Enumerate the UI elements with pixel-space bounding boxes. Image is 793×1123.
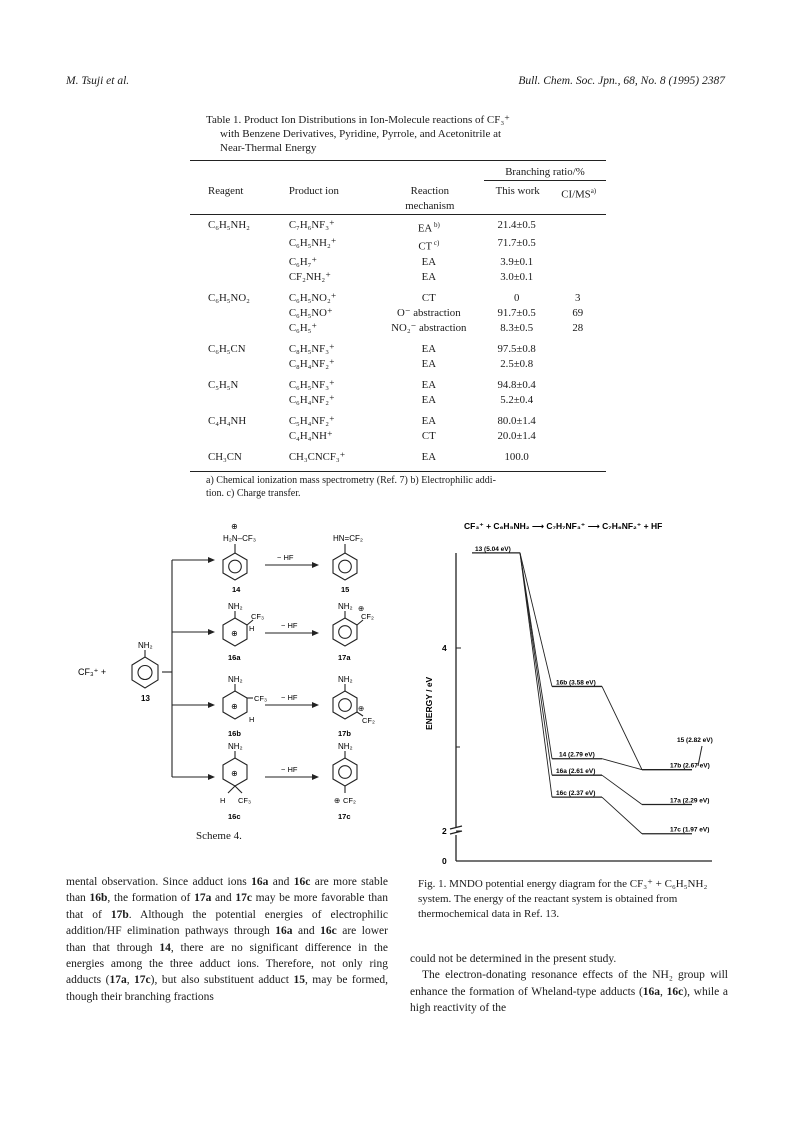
y-tick-label: 0 <box>442 856 447 866</box>
hf-elimination-label: − HF <box>281 765 298 774</box>
paragraph <box>410 967 728 1016</box>
level-energy: (2.37 eV) <box>568 790 596 798</box>
compound-ref: 17b <box>110 908 129 921</box>
text-run: . Although the potential energies of electrophilic addition/HF elimination pathways through <box>66 908 388 938</box>
text-run: and <box>268 876 294 888</box>
col-header-reagent: Reagent <box>208 184 244 197</box>
cell-reagent: C₅H₅N <box>208 378 239 391</box>
reactant-nh2-label: NH₂ <box>138 641 153 650</box>
cell-cims <box>551 270 606 285</box>
cell-product: C₆H₄NF₂⁺ <box>288 393 335 406</box>
scheme-4-diagram <box>60 515 400 845</box>
branching-ratio-header: Branching ratio/% <box>484 161 606 181</box>
hydrogen-label: H <box>249 715 255 724</box>
col-header-mechanism-line: mechanism <box>405 199 455 212</box>
cell-mechanism: EA <box>421 357 437 370</box>
connector-16b-17b <box>602 686 642 769</box>
ring-plus-mark: ⊕ <box>231 629 238 638</box>
arrowhead <box>208 557 215 563</box>
substituent-label: CF₃ <box>238 796 252 805</box>
compound-ref: 16b <box>89 892 108 905</box>
arrowhead <box>208 702 215 708</box>
bond-line <box>235 786 242 793</box>
col-header-this-work: This work <box>495 185 540 197</box>
plus-charge-mark: ⊕ <box>358 704 365 713</box>
cell-product: C₈H₅NF₃⁺ <box>288 342 335 355</box>
hf-elimination-label: − HF <box>281 693 298 702</box>
aromatic-circle <box>339 560 352 573</box>
benzene-ring-15 <box>333 553 357 580</box>
cell-reagent <box>190 429 277 444</box>
plus-charge-mark: ⊕ <box>358 604 365 613</box>
cell-product: C₆H₅NO₂⁺ <box>288 291 337 304</box>
compound-ref: 16c <box>320 925 337 938</box>
cell-product: C₆H₇⁺ <box>288 255 318 268</box>
table-row <box>190 372 606 393</box>
level-label-15 <box>677 737 713 744</box>
level-name: 17a <box>670 797 683 805</box>
cell-reagent: CH₃CN <box>208 450 242 463</box>
cell-cims <box>551 236 606 255</box>
substituent-label: NH₂ <box>228 602 243 611</box>
benzene-ring-14 <box>223 553 247 580</box>
table-caption-line: Table 1. Product Ion Distributions in Ion-Molecule reactions of CF₃⁺ <box>206 114 510 126</box>
level-energy: (1.97 eV) <box>682 826 710 834</box>
col-header-cims <box>551 181 606 215</box>
compound-id-17c: 17c <box>338 812 351 821</box>
level-label-16b <box>556 679 596 686</box>
arrowhead <box>312 774 319 780</box>
table-row <box>190 393 606 408</box>
table-row <box>190 321 606 336</box>
cell-reagent <box>190 236 277 255</box>
connector-16a-17a <box>602 775 642 804</box>
substituent-label: CF₂ <box>343 796 356 805</box>
compound-ref: 17a <box>109 974 127 987</box>
arrowhead <box>312 702 319 708</box>
compound-ref: 17c <box>134 974 151 987</box>
table-row <box>190 444 606 472</box>
table-row <box>190 255 606 270</box>
cell-this-work: 97.5±0.8 <box>497 342 536 355</box>
col-header-mechanism <box>376 181 484 215</box>
text-run: mental observation. Since adduct ions <box>66 876 252 888</box>
level-label-13 <box>475 546 511 553</box>
connector-13-16c <box>520 553 552 797</box>
table-footnote-line: tion. c) Charge transfer. <box>206 488 301 499</box>
text-run: are more stable than <box>66 876 388 905</box>
aromatic-circle <box>229 560 242 573</box>
cell-reagent <box>190 393 277 408</box>
text-run: , there are no significant difference in the energies among the three adduct ions. Therefore, not only ring adducts ( <box>66 941 388 987</box>
cell-mechanism: EA <box>421 342 437 355</box>
paragraph: could not be determined in the present study. <box>410 953 617 965</box>
col-header-product: Product ion <box>288 184 339 197</box>
table-row <box>190 285 606 306</box>
ring-plus-mark: ⊕ <box>231 769 238 778</box>
level-energy: (2.61 eV) <box>568 768 596 776</box>
product-ion-table <box>190 160 606 472</box>
bond-line <box>228 786 235 793</box>
level-energy: (2.67 eV) <box>683 762 710 770</box>
cell-mechanism: EA <box>421 393 437 406</box>
level-name: 14 <box>559 751 569 759</box>
cell-cims: 3 <box>575 291 581 304</box>
cell-cims <box>551 372 606 393</box>
cell-mechanism: NO₂⁻ abstraction <box>391 321 467 334</box>
level-name: 16b <box>556 679 570 687</box>
compound-ref: 15 <box>293 974 305 987</box>
benzene-ring-17a <box>333 618 357 646</box>
table-caption <box>206 113 606 155</box>
compound-ref: 16c <box>293 876 311 888</box>
substituent-label: NH₂ <box>228 675 243 684</box>
level-label-16a <box>556 768 595 775</box>
level-label-16c <box>556 790 595 797</box>
cell-cims <box>551 408 606 429</box>
cell-mechanism: EA <box>421 255 437 268</box>
hf-elimination-label: − HF <box>281 621 298 630</box>
cell-cims <box>551 255 606 270</box>
level-label-17b <box>670 763 710 770</box>
level-name: 17c <box>670 826 683 834</box>
compound-id-16c: 16c <box>228 812 241 821</box>
axis-break-mark <box>450 826 462 834</box>
text-run: are lower than that through <box>66 925 388 954</box>
cell-reagent <box>190 306 277 321</box>
substituent-label: H₂N–CF₃ <box>223 534 257 543</box>
cell-reagent: C₆H₅NO₂ <box>208 291 250 304</box>
table-row <box>190 236 606 255</box>
text-run: may be more favorable than that of <box>66 892 388 921</box>
table-row <box>190 306 606 321</box>
y-tick-label: 2 <box>442 826 447 836</box>
cell-cims <box>551 444 606 472</box>
cell-reagent <box>190 357 277 372</box>
cell-reagent: C₆H₅CN <box>208 342 246 355</box>
level-energy: (5.04 eV) <box>484 545 511 553</box>
table-row <box>190 270 606 285</box>
col-header-mechanism-line: Reaction <box>410 184 449 197</box>
arrowhead <box>312 630 319 636</box>
table-footnote <box>206 474 606 500</box>
substituent-label: NH₂ <box>338 675 353 684</box>
text-run: ), but also substituent adduct <box>150 974 294 987</box>
cell-this-work: 20.0±1.4 <box>497 429 536 442</box>
ring-plus-mark: ⊕ <box>231 702 238 711</box>
cell-product: CH₃CNCF₃⁺ <box>288 450 346 463</box>
level-name: 16a <box>556 768 569 776</box>
connector-16c-17c <box>602 797 642 834</box>
table-footnote-line: a) Chemical ionization mass spectrometry (Ref. 7) b) Electrophilic addi- <box>206 475 496 486</box>
cell-reagent <box>190 270 277 285</box>
table-row <box>190 214 606 236</box>
cell-product: C₆H₅NF₃⁺ <box>288 378 335 391</box>
hydrogen-label: H <box>220 796 226 805</box>
running-header-journal: Bull. Chem. Soc. Jpn., 68, No. 8 (1995) 2387 <box>518 75 725 87</box>
compound-id-17b: 17b <box>338 729 351 738</box>
compound-id-16b: 16b <box>228 729 241 738</box>
table-body <box>190 214 606 471</box>
cell-product: C₆H₅NH₂⁺ <box>288 237 337 250</box>
cell-mechanism: EA <box>421 270 437 283</box>
cell-mechanism: EA $^{b)}$ <box>417 220 440 235</box>
level-energy: (3.58 eV) <box>569 679 596 687</box>
cell-cims <box>551 429 606 444</box>
energy-levels <box>472 546 713 834</box>
aromatic-circle <box>339 699 352 712</box>
y-tick-label: 4 <box>442 643 447 653</box>
substituent-label: CF₃ <box>251 612 265 621</box>
text-run: , <box>660 985 667 998</box>
aromatic-circle <box>339 626 352 639</box>
energy-diagram <box>412 515 722 870</box>
cell-reagent <box>190 321 277 336</box>
cell-this-work: 5.2±0.4 <box>500 393 534 406</box>
cell-this-work: 2.5±0.8 <box>500 357 534 370</box>
level-name: 13 <box>475 545 485 553</box>
level-label-14 <box>559 752 595 759</box>
col-header-cims-note: a) <box>590 187 597 195</box>
substituent-label: CF₃ <box>254 694 268 703</box>
level-energy: (2.29 eV) <box>682 797 710 805</box>
substituent-label: CF₂ <box>362 716 375 725</box>
body-text-left-column <box>66 874 388 1005</box>
compound-ref: 17a <box>194 892 212 905</box>
text-run: , the formation of <box>107 892 195 905</box>
level-name: 16c <box>556 790 569 798</box>
cell-this-work: 8.3±0.5 <box>500 321 534 334</box>
cell-cims <box>551 357 606 372</box>
substituent-label: NH₂ <box>338 602 353 611</box>
level-energy: (2.79 eV) <box>568 751 595 759</box>
table-row <box>190 408 606 429</box>
cell-this-work: 3.9±0.1 <box>500 255 534 268</box>
cell-this-work: 0 <box>513 291 520 304</box>
text-run: , <box>126 974 135 987</box>
arrowhead <box>208 774 215 780</box>
compound-id-16a: 16a <box>228 653 241 662</box>
cell-mechanism: EA <box>421 378 437 391</box>
aromatic-circle <box>138 666 152 680</box>
footnote-mark: c) <box>432 239 440 248</box>
table-row <box>190 429 606 444</box>
compound-ref: 14 <box>159 941 171 954</box>
cell-this-work: 71.7±0.5 <box>497 237 536 250</box>
cell-this-work: 80.0±1.4 <box>497 414 536 427</box>
y-axis-label: ENERGY / eV <box>424 676 434 730</box>
substituent-label: NH₂ <box>228 742 243 751</box>
benzene-ring-13 <box>132 657 158 688</box>
hydrogen-label: H <box>249 624 255 633</box>
compound-ref: 17c <box>235 892 252 905</box>
text-run: ), while a high reactivity of the <box>410 985 729 1015</box>
cell-product: C₈H₄NF₂⁺ <box>288 357 335 370</box>
cell-reagent: C₄H₄NH <box>208 414 247 427</box>
scheme-caption: Scheme 4. <box>196 830 242 842</box>
plus-charge-mark: ⊕ <box>334 796 341 805</box>
cell-cims <box>551 393 606 408</box>
cell-this-work: 100.0 <box>504 450 529 463</box>
cell-product: CF₂NH₂⁺ <box>288 270 331 283</box>
level-name: 17b <box>670 762 684 770</box>
compound-id-14: 14 <box>232 585 241 594</box>
cell-product: C₅H₄NF₂⁺ <box>288 414 335 427</box>
benzene-ring-17c <box>333 758 357 786</box>
table-caption-line: Near-Thermal Energy <box>220 142 317 154</box>
cell-product: C₆H₅NO⁺ <box>288 306 333 319</box>
compound-id-13: 13 <box>141 694 150 703</box>
cell-product: C₄H₄NH⁺ <box>288 429 333 442</box>
cell-product: C₇H₆NF₃⁺ <box>288 218 335 231</box>
arrowhead <box>312 562 319 568</box>
reaction-equation: CF₃⁺ + C₆H₅NH₂ ⟶ C₇H₇NF₃⁺ ⟶ C₇H₆NF₂⁺ + HF <box>464 521 663 531</box>
cell-cims: 28 <box>572 321 584 334</box>
cell-this-work: 3.0±0.1 <box>500 270 534 283</box>
compound-ref: 16c <box>666 985 684 998</box>
compound-id-15: 15 <box>341 585 350 594</box>
text-run: and <box>211 892 236 905</box>
level-label-17a <box>670 797 709 804</box>
hf-elimination-label: − HF <box>277 553 294 562</box>
table-row <box>190 357 606 372</box>
level-label-17c <box>670 827 709 834</box>
body-text-right-column <box>410 951 728 1017</box>
plus-charge-mark: ⊕ <box>231 522 238 531</box>
cell-reagent <box>190 255 277 270</box>
aromatic-circle <box>339 766 352 779</box>
substituent-label: NH₂ <box>338 742 353 751</box>
cell-mechanism: CT $^{c)}$ <box>418 239 440 253</box>
substituent-label: CF₂ <box>361 612 374 621</box>
compound-ref: 16a <box>275 925 293 938</box>
level-name: 15 <box>677 736 687 744</box>
cell-product: C₆H₅⁺ <box>288 321 318 334</box>
cell-mechanism: EA <box>421 450 437 463</box>
cell-this-work: 94.8±0.4 <box>497 378 536 391</box>
benzene-ring-17b <box>333 691 357 719</box>
arrowhead <box>208 629 215 635</box>
cell-cims <box>551 336 606 357</box>
figure-caption: Fig. 1. MNDO potential energy diagram for the CF₃⁺ + C₆H₅NH₂ system. The energy of the reactant system is obtained from thermochemical data in Ref. 13. <box>418 878 708 920</box>
text-run: The electron-donating resonance effects of the NH₂ group will enhance the formation of Wheland-type adducts ( <box>410 969 728 998</box>
footnote-mark: b) <box>432 220 440 229</box>
compound-ref: 16a <box>642 985 661 998</box>
cell-mechanism: CT <box>421 291 436 304</box>
cell-mechanism: CT <box>421 429 436 442</box>
cell-mechanism: EA <box>421 414 437 427</box>
cell-this-work: 91.7±0.5 <box>497 306 536 319</box>
compound-ref: 16a <box>251 876 269 888</box>
cell-this-work: 21.4±0.5 <box>497 218 536 231</box>
text-run: , may be formed, though their branching fractions <box>66 974 388 1003</box>
cell-cims: 69 <box>572 306 584 319</box>
col-header-cims-label: CI/MS <box>561 188 591 201</box>
cell-cims <box>551 214 606 236</box>
cell-reagent: C₆H₅NH₂ <box>208 218 250 231</box>
running-header-authors: M. Tsuji et al. <box>66 75 130 87</box>
text-run: and <box>292 925 321 938</box>
table-caption-line: with Benzene Derivatives, Pyridine, Pyrrole, and Acetonitrile at <box>220 128 502 140</box>
compound-id-17a: 17a <box>338 653 351 662</box>
table-row <box>190 336 606 357</box>
substituent-label: HN=CF₂ <box>333 534 363 543</box>
cell-mechanism: O⁻ abstraction <box>397 306 461 319</box>
connector-14-15 <box>602 759 642 770</box>
level-energy: (2.82 eV) <box>686 736 713 744</box>
reactant-label: CF₃⁺ + <box>78 667 107 677</box>
